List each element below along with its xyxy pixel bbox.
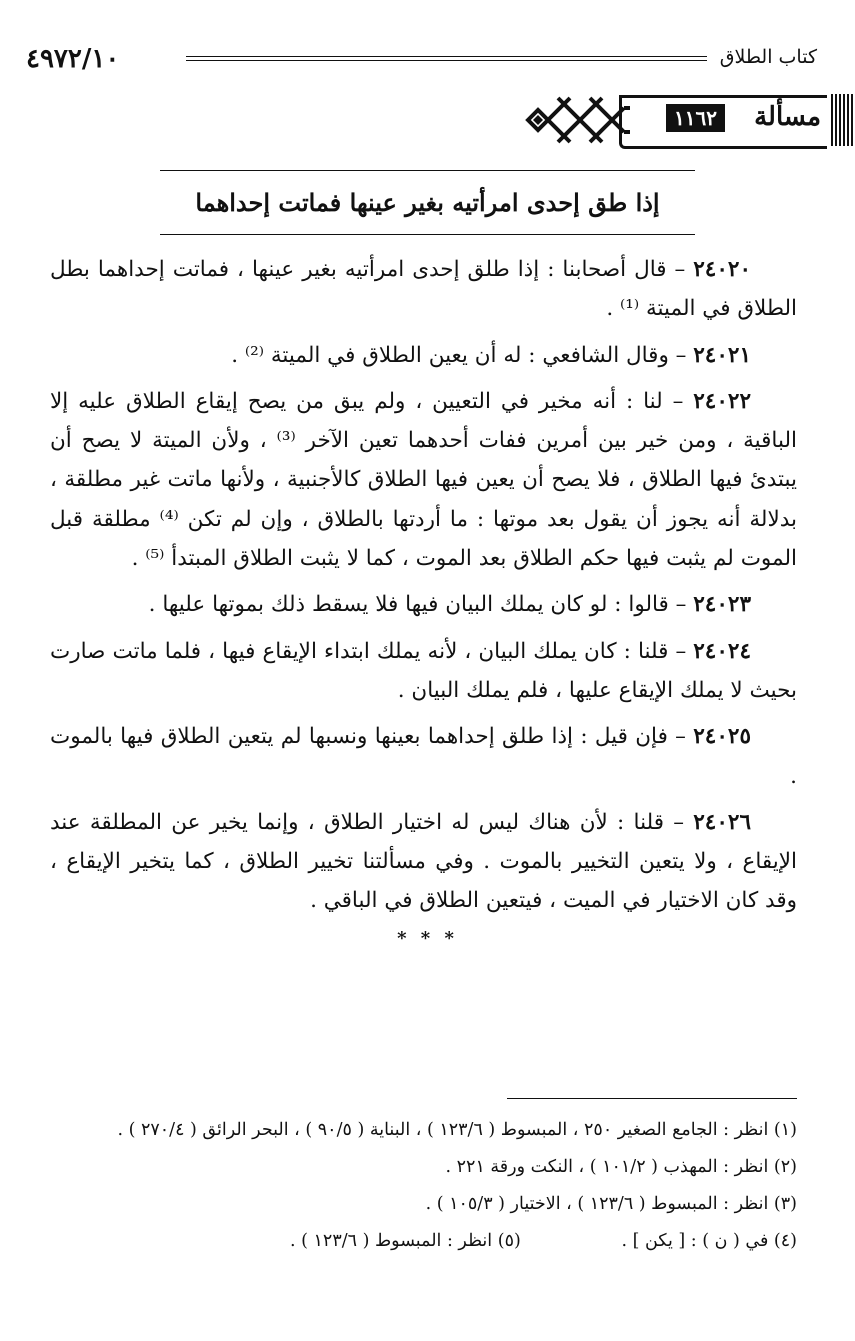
paragraph-24026 bbox=[50, 803, 797, 921]
paragraph-text: – فإن قيل : إذا طلق إحداهما بعينها ونسبها لم يتعين الطلاق فيها بالموت . bbox=[50, 724, 797, 789]
page-code: ٤٩٧٢/١٠ bbox=[26, 44, 120, 74]
paragraph-text: – قلنا : كان يملك البيان ، لأنه يملك ابتداء الإيقاع فيها ، فلما ماتت صارت بحيث لا يملك الإيقاع عليها ، فلم يملك البيان . bbox=[50, 638, 797, 703]
paragraph-text: – قالوا : لو كان يملك البيان فيها فلا يسقط ذلك بموتها عليها . bbox=[148, 592, 694, 618]
section-title: إذا طق إحدى امرأتيه بغير عينها فماتت إحداهما bbox=[195, 188, 660, 217]
masala-number: ١١٦٢ bbox=[666, 104, 725, 132]
footnote-4: (٤) في ( ن ) : [ يكن ] . bbox=[621, 1231, 797, 1251]
paragraph-text: – لنا : أنه مخير في التعيين ، ولم يبق من يصح إيقاع الطلاق عليه إلا الباقية ، ومن خير بين أمرين ففات أحدهما تعين الآخر ⁽³⁾ ، ولأن الميتة لا يصح أن يبتدئ فيها الطلاق ، فلا يصح أن يعين فيها الطلاق كالأجنبية ، ولأنها ماتت غير مطلقة ، بدلالة أنه يجوز أن يقول بعد موتها : ما أردتها بالطلاق ، وإن لم تكن ⁽⁴⁾ مطلقة قبل الموت لم يثبت فيها حكم الطلاق بعد الموت ، كما لا يثبت الطلاق المبتدأ ⁽⁵⁾ . bbox=[50, 388, 797, 572]
paragraph-number: ٢٤٠٢٠ bbox=[693, 257, 751, 282]
section-separator: * * * bbox=[397, 928, 458, 949]
masala-label: مسألة bbox=[754, 102, 821, 132]
header-rule bbox=[186, 56, 707, 61]
paragraph-text: – وقال الشافعي : له أن يعين الطلاق في الميتة ⁽²⁾ . bbox=[231, 342, 694, 368]
footnote-1: (١) انظر : الجامع الصغير ٢٥٠ ، المبسوط ( ١٢٣/٦ ) ، البناية ( ٩٠/٥ ) ، البحر الرائق ( ٢٧٠/٤ ) . bbox=[117, 1120, 797, 1140]
paragraph-text: – قال أصحابنا : إذا طلق إحدى امرأتيه بغير عينها ، فماتت إحداهما بطل الطلاق في الميتة ⁽¹⁾ . bbox=[50, 257, 797, 322]
paragraph-number: ٢٤٠٢٤ bbox=[693, 638, 751, 664]
paragraph-number: ٢٤٠٢٦ bbox=[693, 809, 751, 835]
section-title-box bbox=[160, 170, 695, 235]
book-title: كتاب الطلاق bbox=[719, 46, 817, 68]
footnote-5: (٥) انظر : المبسوط ( ١٢٣/٦ ) . bbox=[290, 1231, 521, 1251]
striped-bar-ornament bbox=[831, 94, 855, 146]
paragraph-24024 bbox=[50, 632, 797, 711]
knot-ornament-icon bbox=[524, 94, 634, 146]
paragraph-24022 bbox=[50, 382, 797, 578]
footnote-2: (٢) انظر : المهذب ( ١٠١/٢ ) ، النكت ورقة ٢٢١ . bbox=[445, 1157, 797, 1177]
footnote-rule bbox=[507, 1098, 797, 1099]
footnotes bbox=[50, 1112, 797, 1260]
footnote-row-4-5 bbox=[50, 1223, 797, 1260]
masala-banner bbox=[520, 92, 855, 156]
paragraph-number: ٢٤٠٢٥ bbox=[693, 724, 751, 750]
main-text bbox=[50, 250, 797, 928]
paragraph-24021 bbox=[50, 336, 797, 375]
paragraph-24025 bbox=[50, 717, 797, 796]
paragraph-number: ٢٤٠٢٢ bbox=[693, 388, 751, 414]
paragraph-number: ٢٤٠٢١ bbox=[693, 342, 751, 368]
running-header bbox=[26, 44, 817, 80]
paragraph-24020 bbox=[50, 250, 797, 329]
footnote-3: (٣) انظر : المبسوط ( ١٢٣/٦ ) ، الاختيار ( ١٠٥/٣ ) . bbox=[425, 1194, 797, 1214]
paragraph-number: ٢٤٠٢٣ bbox=[693, 592, 751, 618]
paragraph-24023 bbox=[50, 585, 797, 624]
paragraph-text: – قلنا : لأن هناك ليس له اختيار الطلاق ، وإنما يخير عن المطلقة عند الإيقاع ، ولا يتعين التخيير بالموت . وفي مسألتنا تخيير الطلاق ، كما يتخير الإيقاع ، وقد كان الاختيار في الميت ، فيتعين الطلاق في الباقي . bbox=[50, 809, 797, 914]
